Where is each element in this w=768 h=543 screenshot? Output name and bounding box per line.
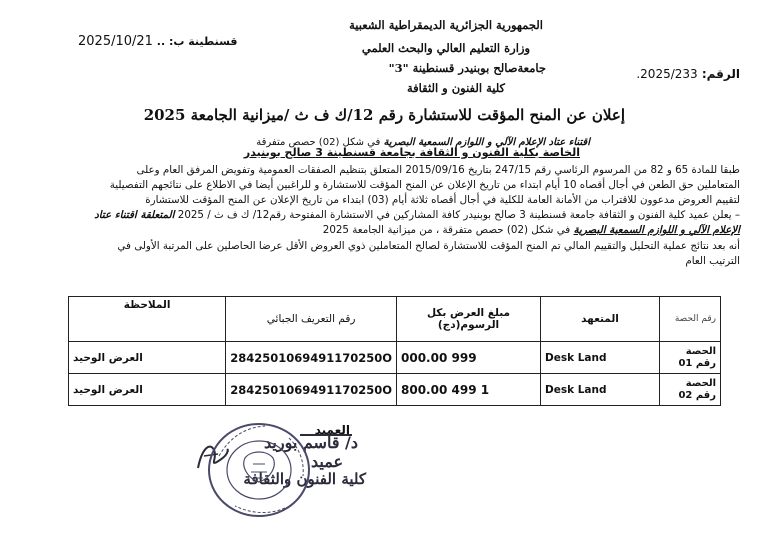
reference-value: 2025/233. <box>636 67 698 81</box>
reference-label: الرقم: <box>697 67 740 81</box>
subtitle-rest: في شكل (02) حصص متفرقة <box>256 137 384 148</box>
date-label: قسنطينة ب: .. <box>156 35 238 48</box>
body-line-7: الترتيب العام <box>685 255 740 267</box>
header-lot: رقم الحصة <box>660 297 721 342</box>
header-supplier: المتعهد <box>541 297 660 342</box>
subtitle-bold: اقتناء عتاد الإعلام الآلي و اللوازم السمعية البصرية <box>383 137 590 148</box>
notice-title: إعلان عن المنح المؤقت للاستشارة رقم 12/ك ف ث /ميزانية الجامعة 2025 <box>143 106 625 124</box>
faculty-line: كلية الفنون و الثقافة <box>406 81 505 95</box>
body-line-4a: – يعلن عميد كلية الفنون و الثقافة جامعة قسنطينة 3 صالح بوبنيدر كافة المشاركين في الاستشارة المفتوحة رقم12/ ك ف ث / 2025 <box>177 209 740 221</box>
reference-number <box>636 67 740 81</box>
table-row <box>69 342 721 374</box>
body-line-1: طبقا للمادة 65 و 82 من المرسوم الرئاسي رقم 247/15 بتاريخ 2015/09/16 المتعلق بتنظيم الصفقات العمومية وتفويض المرفق العام وعلى <box>136 164 740 176</box>
body-line-6: أنه بعد نتائج عملية التحليل والتقييم المالي تم المنح المؤقت للاستشارة لصالح المتعاملين ذوي العروض الأقل عرضا الحاصلين على المرتبة الأولى في <box>117 240 740 252</box>
signature-name: د/ قاسم بوريد <box>264 433 358 452</box>
notice-subtitle-underlined: الخاصة بكلية الفنون و الثقافة بجامعة قسنطينة 3 صالح بوبنيدر <box>243 146 580 159</box>
ministry-line: وزارة التعليم العالي والبحث العلمي <box>361 41 530 55</box>
row-2-tax-id: 2842501069491170250O <box>226 374 397 406</box>
date-line <box>78 34 238 49</box>
table-header-row <box>69 297 721 342</box>
body-line-4 <box>26 208 740 222</box>
date-value: 2025/10/21 <box>78 34 153 49</box>
header-note: الملاحظة <box>69 297 226 342</box>
row-1-note: العرض الوحيد <box>69 342 226 374</box>
university-line: جامعةصالح بوبنيدر قسنطينة "3" <box>388 61 546 75</box>
header-tax-id: رقم التعريف الجبائي <box>226 297 397 342</box>
table-row <box>69 374 721 406</box>
signature-role: عميد <box>310 452 343 471</box>
row-2-amount: 1 499 800.00 <box>397 374 541 406</box>
republic-line: الجمهورية الجزائرية الديمقراطية الشعبية <box>349 18 543 32</box>
row-1-lot: الحصة رقم 01 <box>660 342 721 374</box>
body-line-5 <box>26 223 740 237</box>
row-2-supplier: Desk Land <box>541 374 660 406</box>
official-stamp-icon <box>205 420 313 520</box>
row-2-note: العرض الوحيد <box>69 374 226 406</box>
body-line-3: لتقييم العروض مدعوون للاقتراب من الأمانة العامة للكلية في أجال أقصاه ثلاثة أيام (03) ابتداء من تاريخ الإعلان عن المنح المؤقت للاستشارة <box>145 194 740 206</box>
row-1-amount: 999 000.00 <box>397 342 541 374</box>
body-line-4b: المتعلقة اقتناء عتاد <box>94 209 175 221</box>
signature-faculty: كلية الفنون والثقافة <box>243 470 366 488</box>
body-line-2: المتعاملين حق الطعن في أجال أقصاه 10 أيام ابتداء من تاريخ الإعلان عن المنح المؤقت للاستشارة و للراغبين أيضا في الاطلاع على نتائجهم التفصيلية <box>109 179 740 191</box>
row-1-tax-id: 2842501069491170250O <box>226 342 397 374</box>
results-table <box>68 296 721 406</box>
body-line-5b: في شكل (02) حصص متفرقة ، من ميزانية الجامعة 2025 <box>322 224 574 236</box>
row-1-supplier: Desk Land <box>541 342 660 374</box>
header-amount: مبلغ العرض بكل الرسوم(دج) <box>397 297 541 342</box>
signature-title: العميد <box>314 423 350 437</box>
row-2-lot: الحصة رقم 02 <box>660 374 721 406</box>
body-line-5a: الإعلام الآلي و اللوازم السمعية البصرية <box>573 224 740 236</box>
